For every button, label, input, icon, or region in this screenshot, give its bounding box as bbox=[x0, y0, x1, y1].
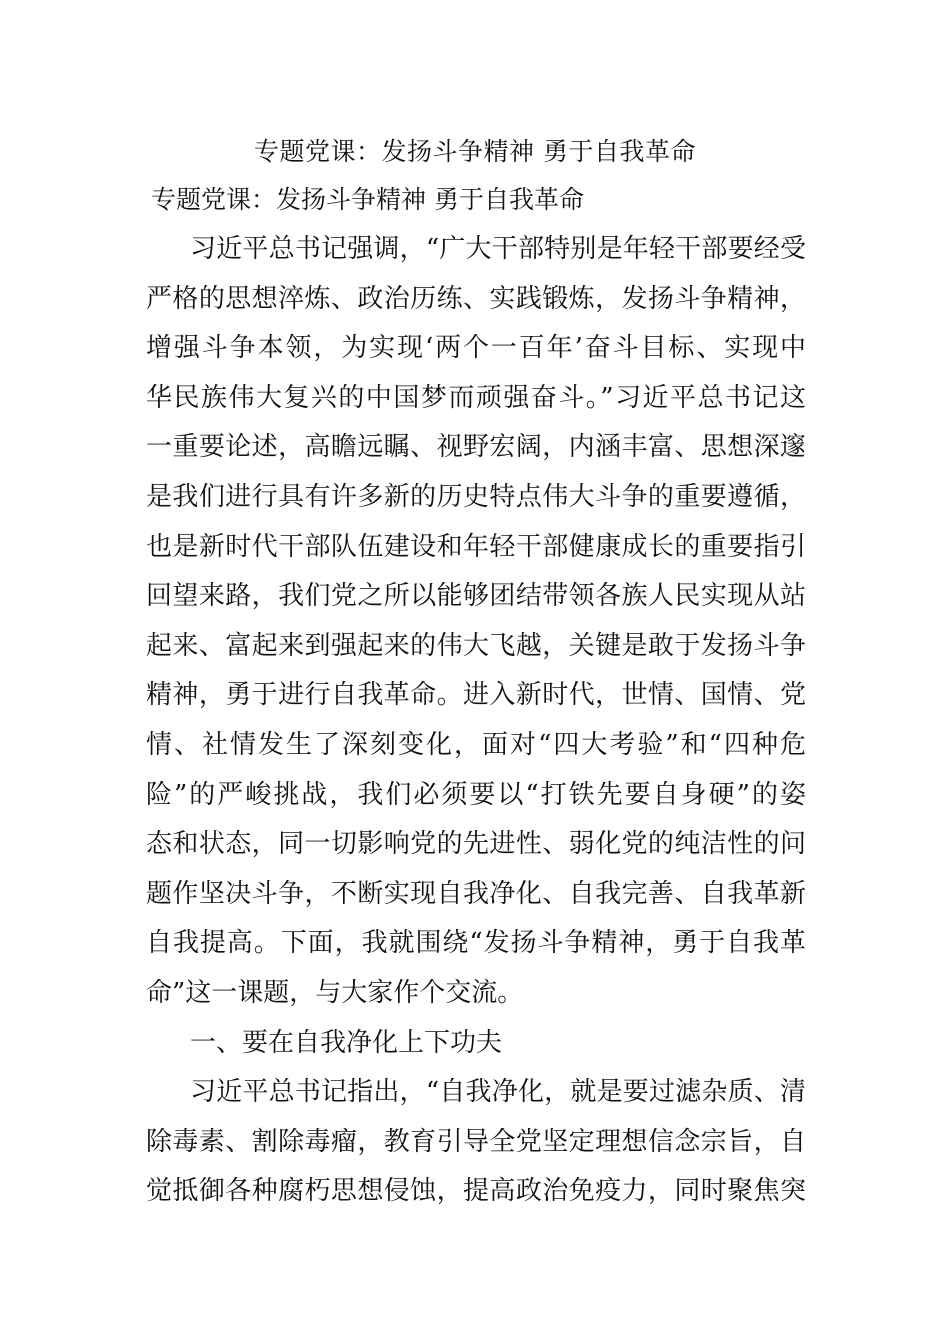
body-line: 华民族伟大复兴的中国梦而顽强奋斗。”习近平总书记这 bbox=[146, 382, 806, 413]
body-line: 除毒素、割除毒瘤，教育引导全党坚定理想信念宗旨，自 bbox=[146, 1126, 806, 1157]
body-line: 态和状态，同一切影响党的先进性、弱化党的纯洁性的问 bbox=[146, 829, 806, 860]
document-subtitle: 专题党课：发扬斗争精神 勇于自我革命 bbox=[151, 185, 584, 214]
section-heading: 一、要在自我净化上下功夫 bbox=[190, 1027, 503, 1058]
body-line: 严格的思想淬炼、政治历练、实践锻炼，发扬斗争精神， bbox=[146, 283, 806, 314]
body-line: 险”的严峻挑战，我们必须要以“打铁先要自身硬”的姿 bbox=[146, 779, 806, 810]
body-line: 命”这一课题，与大家作个交流。 bbox=[146, 977, 524, 1008]
document-title: 专题党课：发扬斗争精神 勇于自我革命 bbox=[254, 137, 696, 166]
body-line: 觉抵御各种腐朽思想侵蚀，提高政治免疫力，同时聚焦突 bbox=[146, 1176, 806, 1207]
body-line: 也是新时代干部队伍建设和年轻干部健康成长的重要指引 bbox=[146, 531, 806, 562]
body-line: 精神，勇于进行自我革命。进入新时代，世情、国情、党 bbox=[146, 680, 806, 711]
body-line: 是我们进行具有许多新的历史特点伟大斗争的重要遵循， bbox=[146, 481, 806, 512]
body-line: 回望来路，我们党之所以能够团结带领各族人民实现从站 bbox=[146, 581, 806, 612]
body-line: 起来、富起来到强起来的伟大飞越，关键是敢于发扬斗争 bbox=[146, 630, 806, 661]
body-line: 一重要论述，高瞻远瞩、视野宏阔，内涵丰富、思想深邃 bbox=[146, 432, 806, 463]
body-line: 自我提高。下面，我就围绕“发扬斗争精神，勇于自我革 bbox=[146, 928, 806, 959]
body-line: 习近平总书记强调，“广大干部特别是年轻干部要经受 bbox=[190, 234, 806, 264]
document-body bbox=[146, 229, 806, 1221]
body-line: 题作坚决斗争，不断实现自我净化、自我完善、自我革新 bbox=[146, 878, 806, 909]
body-line: 习近平总书记指出，“自我净化，就是要过滤杂质、清 bbox=[190, 1077, 806, 1108]
body-line: 情、社情发生了深刻变化，面对“四大考验”和“四种危 bbox=[146, 729, 806, 760]
body-line: 增强斗争本领，为实现‘两个一百年’奋斗目标、实现中 bbox=[146, 333, 806, 364]
